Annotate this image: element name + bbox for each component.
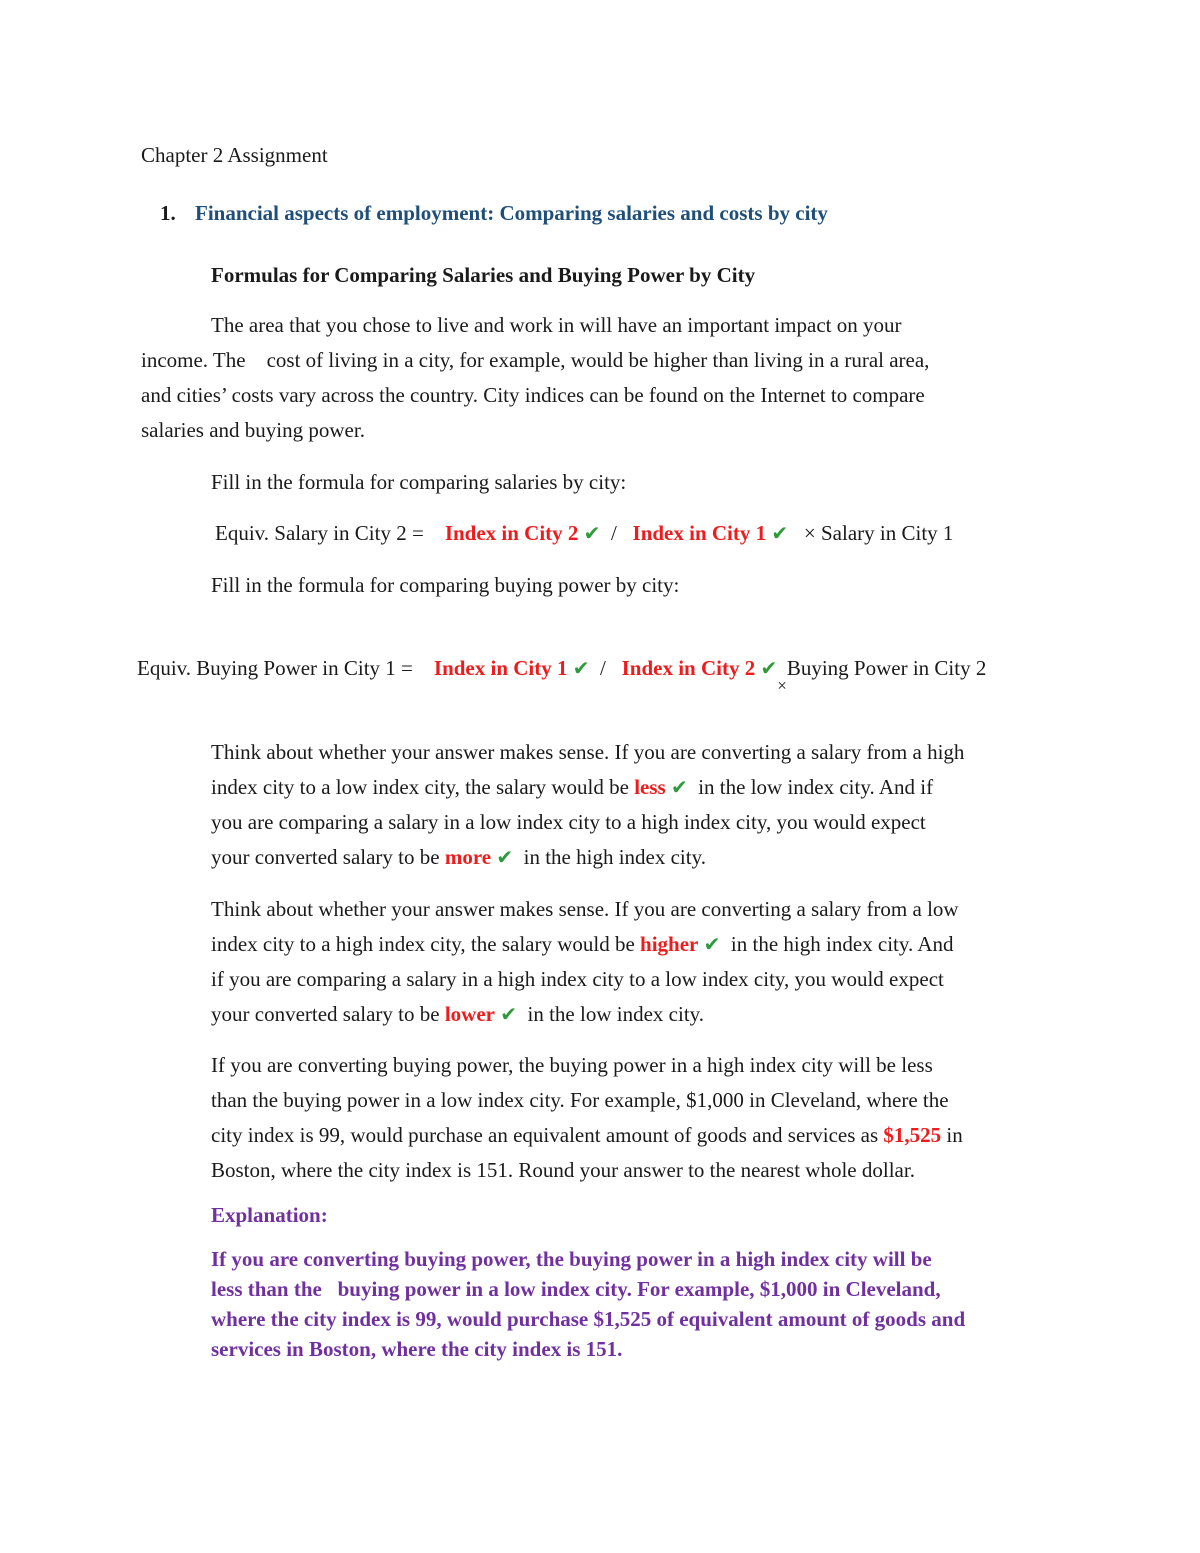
check-icon: ✔ (771, 521, 789, 545)
intro-line: The area that you chose to live and work in will have an important impact on your (211, 313, 902, 337)
para3-answer-amount: $1,525 (883, 1123, 942, 1147)
para2-line: if you are comparing a salary in a high index city to a low index city, you would expect (211, 967, 944, 991)
check-icon: ✔ (572, 656, 590, 680)
para2-line (211, 997, 704, 1032)
formula-buying-rhs: Buying Power in City 2 (786, 656, 987, 680)
prompt-salary: Fill in the formula for comparing salaries by city: (211, 470, 627, 494)
para1-line: you are comparing a salary in a low index city to a high index city, you would expect (211, 810, 926, 834)
para3-text: city index is 99, would purchase an equivalent amount of goods and services as (211, 1123, 879, 1147)
para2-line: Think about whether your answer makes sense. If you are converting a salary from a low (211, 897, 959, 921)
explanation-line: less than the buying power in a low index city. For example, $1,000 in Cleveland, (211, 1277, 941, 1301)
para2-text: in the low index city. (527, 1002, 705, 1026)
para2-text: your converted salary to be (211, 1002, 440, 1026)
explanation-line: If you are converting buying power, the buying power in a high index city will be (211, 1247, 932, 1271)
check-icon: ✔ (670, 775, 688, 799)
para1-line: Think about whether your answer makes sense. If you are converting a salary from a high (211, 740, 965, 764)
para2-line (211, 927, 954, 962)
check-icon: ✔ (703, 932, 721, 956)
para3-line: than the buying power in a low index city. For example, $1,000 in Cleveland, where the (211, 1088, 949, 1112)
para3-text: in (946, 1123, 963, 1147)
para3-line: Boston, where the city index is 151. Round your answer to the nearest whole dollar. (211, 1158, 915, 1182)
para1-text: in the high index city. (523, 845, 706, 869)
explanation-label: Explanation: (211, 1203, 328, 1227)
para1-answer-more: more (444, 845, 492, 869)
check-icon: ✔ (760, 656, 778, 680)
document-title: Chapter 2 Assignment (141, 143, 328, 167)
formula-buying-answer2: Index in City 2 (621, 656, 756, 680)
para1-text: your converted salary to be (211, 845, 440, 869)
section-number: 1. (160, 201, 176, 225)
formula-salary-rhs: × Salary in City 1 (803, 521, 954, 545)
intro-line: income. The cost of living in a city, for example, would be higher than living in a rural area, (141, 348, 930, 372)
para2-text: index city to a high index city, the salary would be (211, 932, 635, 956)
para1-answer-less: less (634, 775, 666, 799)
intro-line: salaries and buying power. (141, 418, 365, 442)
formula-buying-times: × (777, 676, 787, 695)
para2-answer-lower: lower (444, 1002, 495, 1026)
para3-line: If you are converting buying power, the buying power in a high index city will be less (211, 1053, 933, 1077)
formula-salary-divider: / (610, 521, 617, 545)
para3-line (211, 1118, 963, 1153)
para2-answer-higher: higher (640, 932, 699, 956)
intro-line: and cities’ costs vary across the country. City indices can be found on the Internet to compare (141, 383, 925, 407)
explanation-line: services in Boston, where the city index is 151. (211, 1337, 623, 1361)
formula-buying-divider: / (600, 656, 606, 680)
formula-buying-lhs: Equiv. Buying Power in City 1 = (137, 656, 413, 680)
check-icon: ✔ (496, 845, 514, 869)
check-icon: ✔ (500, 1002, 518, 1026)
section-heading: Financial aspects of employment: Comparing salaries and costs by city (195, 201, 828, 225)
formula-salary-answer1: Index in City 2 (444, 521, 579, 545)
para2-text: in the high index city. And (730, 932, 954, 956)
para1-line (211, 770, 933, 805)
para1-text: index city to a low index city, the salary would be (211, 775, 629, 799)
formula-salary-answer2: Index in City 1 (632, 521, 767, 545)
para1-text: in the low index city. And if (698, 775, 934, 799)
check-icon: ✔ (583, 521, 601, 545)
para1-line (211, 840, 706, 875)
subheading: Formulas for Comparing Salaries and Buying Power by City (211, 263, 756, 287)
formula-salary (215, 516, 953, 551)
formula-salary-lhs: Equiv. Salary in City 2 = (215, 521, 424, 545)
explanation-line: where the city index is 99, would purchase $1,525 of equivalent amount of goods and (211, 1307, 966, 1331)
formula-buying (137, 651, 987, 695)
formula-buying-answer1: Index in City 1 (433, 656, 568, 680)
prompt-buying: Fill in the formula for comparing buying power by city: (211, 573, 680, 597)
